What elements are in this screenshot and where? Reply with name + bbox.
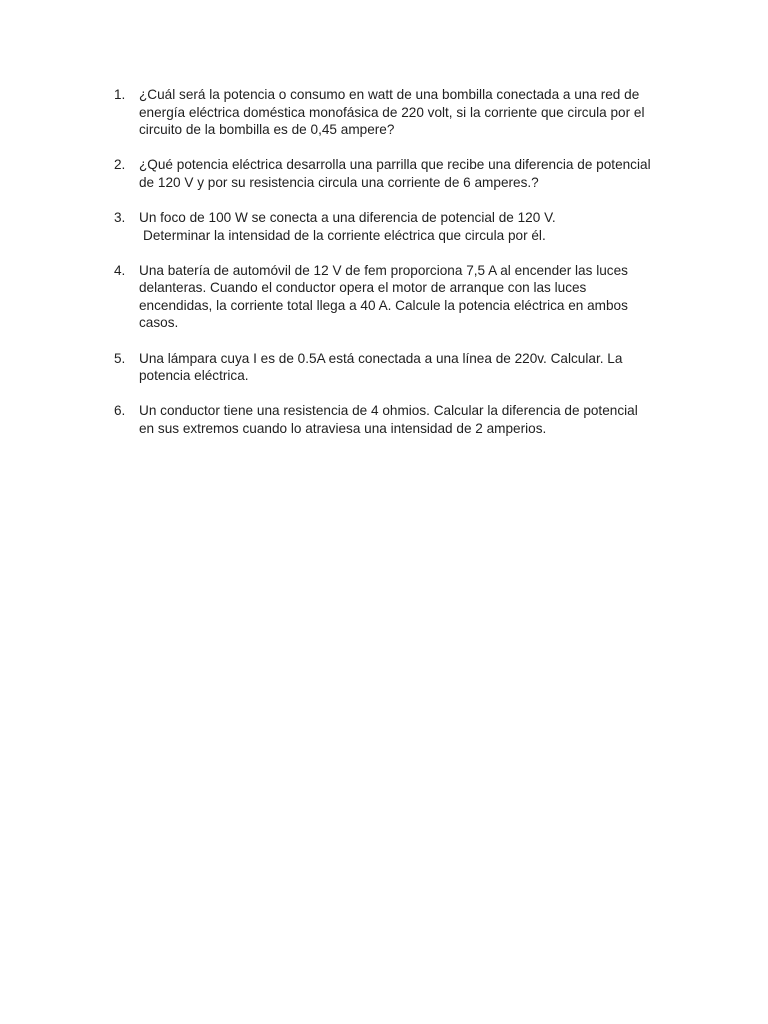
problem-item-6: [114, 402, 684, 437]
problem-text: [139, 156, 684, 191]
problem-line: ¿Qué potencia eléctrica desarrolla una parrilla que recibe una diferencia de potencial: [139, 157, 651, 173]
problem-line: de 120 V y por su resistencia circula una corriente de 6 amperes.?: [139, 174, 539, 190]
problem-item-1: [114, 86, 684, 139]
problem-line: energía eléctrica doméstica monofásica de 220 volt, si la corriente que circula por el: [139, 104, 645, 120]
problem-line: Un foco de 100 W se conecta a una diferencia de potencial de 120 V.: [139, 209, 556, 225]
problem-line: potencia eléctrica.: [139, 368, 249, 384]
problem-number: 4.: [114, 262, 126, 278]
problem-item-3: [114, 209, 684, 244]
problem-text: [139, 350, 684, 385]
problem-line: circuito de la bombilla es de 0,45 ampere?: [139, 122, 395, 138]
problem-number: 5.: [114, 350, 126, 366]
problem-text: [139, 262, 684, 332]
problem-number: 2.: [114, 157, 126, 173]
problem-list: [114, 86, 684, 455]
problem-text: [139, 86, 684, 139]
problem-line: Una batería de automóvil de 12 V de fem proporciona 7,5 A al encender las luces: [139, 262, 628, 278]
problem-item-4: [114, 262, 684, 332]
problem-number: 3.: [114, 209, 126, 225]
problem-number: 6.: [114, 403, 126, 419]
problem-line: Un conductor tiene una resistencia de 4 ohmios. Calcular la diferencia de potencial: [139, 403, 638, 419]
problem-line: Una lámpara cuya I es de 0.5A está conectada a una línea de 220v. Calcular. La: [139, 350, 623, 366]
problem-line: delanteras. Cuando el conductor opera el motor de arranque con las luces: [139, 280, 587, 296]
problem-item-5: [114, 350, 684, 385]
problem-text: [139, 209, 684, 244]
problem-number: 1.: [114, 87, 126, 102]
problem-line: encendidas, la corriente total llega a 40 A. Calcule la potencia eléctrica en ambos: [139, 297, 628, 313]
problem-line: ¿Cuál será la potencia o consumo en watt de una bombilla conectada a una red de: [139, 87, 640, 102]
problem-line: casos.: [139, 315, 179, 331]
problem-text: [139, 402, 684, 437]
problem-line: en sus extremos cuando lo atraviesa una intensidad de 2 amperios.: [139, 420, 547, 436]
problem-item-2: [114, 156, 684, 191]
problem-line: Determinar la intensidad de la corriente eléctrica que circula por él.: [143, 227, 546, 243]
